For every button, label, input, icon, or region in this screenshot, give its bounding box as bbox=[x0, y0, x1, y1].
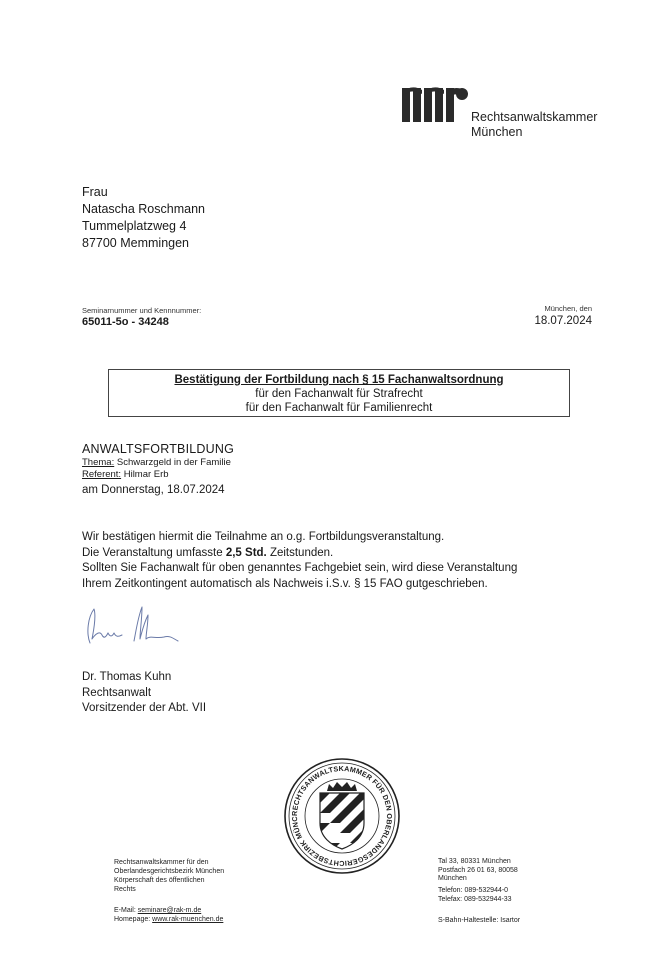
fax-value: 089-532944-33 bbox=[464, 895, 512, 903]
recipient-address bbox=[82, 184, 205, 252]
body-line-3: Sollten Sie Fachanwalt für oben genanntes Fachgebiet sein, wird diese Veranstaltung bbox=[82, 562, 518, 574]
body-line-2-post: Zeitstunden. bbox=[266, 546, 334, 559]
body-line-2 bbox=[82, 546, 517, 562]
date-value: 18.07.2024 bbox=[534, 315, 592, 327]
confirmation-box bbox=[108, 369, 570, 417]
event-info bbox=[82, 442, 234, 498]
footer-address-line-1: Tal 33, 80331 München bbox=[438, 858, 511, 865]
duration-value: 2,5 Std. bbox=[225, 546, 267, 559]
signer-position: Vorsitzender der Abt. VII bbox=[82, 702, 207, 714]
recipient-name: Natascha Roschmann bbox=[82, 202, 205, 216]
event-topic-row bbox=[82, 457, 234, 469]
email-link[interactable]: seminare@rak-m.de bbox=[137, 907, 202, 914]
email-label: E-Mail: bbox=[114, 907, 136, 914]
event-speaker-row bbox=[82, 469, 234, 481]
official-seal bbox=[283, 757, 401, 880]
body-line-2-pre: Die Veranstaltung umfasste bbox=[82, 546, 226, 559]
org-line-2: München bbox=[471, 125, 523, 139]
footer-address-line-3: München bbox=[438, 875, 467, 882]
homepage-label: Homepage: bbox=[114, 916, 151, 923]
confirmation-title: Bestätigung der Fortbildung nach § 15 Fachanwaltsordnung bbox=[174, 374, 504, 386]
body-text bbox=[82, 530, 517, 592]
confirmation-line-2: für den Fachanwalt für Familienrecht bbox=[245, 402, 433, 414]
event-title: ANWALTSFORTBILDUNG bbox=[82, 442, 234, 456]
phone-value: 089-532944-0 bbox=[464, 887, 509, 894]
rak-logo bbox=[402, 84, 468, 127]
footer-address-line-2: Postfach 26 01 63, 80058 bbox=[438, 866, 518, 874]
ref-label: Seminarnummer und Kennnummer: bbox=[82, 306, 202, 315]
signer-name: Dr. Thomas Kuhn bbox=[82, 671, 172, 683]
fax-label: Telefax: bbox=[438, 895, 463, 903]
homepage-link[interactable]: www.rak-muenchen.de bbox=[152, 916, 224, 923]
footer-org-info bbox=[114, 858, 224, 894]
footer-phone-row bbox=[438, 887, 512, 896]
topic-value: Schwarzgeld in der Familie bbox=[116, 457, 231, 468]
org-line-1: Rechtsanwaltskammer bbox=[471, 110, 598, 124]
event-date: am Donnerstag, 18.07.2024 bbox=[82, 484, 225, 496]
speaker-value: Hilmar Erb bbox=[123, 469, 169, 480]
phone-label: Telefon: bbox=[438, 887, 463, 894]
ref-value: 65011-5o - 34248 bbox=[82, 316, 169, 328]
body-line-4: Ihrem Zeitkontingent automatisch als Nachweis i.S.v. § 15 FAO gutgeschrieben. bbox=[82, 577, 488, 590]
footer-org-line-2: Oberlandesgerichtsbezirk München bbox=[114, 868, 225, 875]
speaker-label: Referent: bbox=[82, 469, 122, 480]
footer-org-line-1: Rechtsanwaltskammer für den bbox=[114, 859, 209, 866]
footer-phone-fax bbox=[438, 887, 512, 904]
footer-address bbox=[438, 858, 518, 884]
recipient-street: Tummelplatzweg 4 bbox=[82, 219, 187, 233]
date-label: München, den bbox=[544, 304, 592, 313]
footer-fax-row bbox=[438, 896, 512, 905]
signer-block bbox=[82, 670, 206, 717]
footer-org-line-4: Rechts bbox=[114, 886, 136, 893]
confirmation-line-1: für den Fachanwalt für Strafrecht bbox=[255, 388, 423, 400]
footer-homepage-row bbox=[114, 915, 223, 924]
recipient-city: 87700 Memmingen bbox=[82, 236, 190, 250]
footer-email-row bbox=[114, 906, 223, 915]
topic-label: Thema: bbox=[82, 457, 115, 468]
recipient-salutation: Frau bbox=[82, 185, 108, 199]
handwritten-signature bbox=[82, 603, 192, 658]
signer-role: Rechtsanwalt bbox=[82, 686, 152, 699]
footer-sbahn: S-Bahn-Haltestelle: Isartor bbox=[438, 917, 521, 924]
footer-contact bbox=[114, 906, 223, 924]
footer-org-line-3: Körperschaft des öffentlichen bbox=[114, 877, 205, 884]
org-name bbox=[471, 110, 597, 140]
seal-text: RECHTSANWALTSKAMMER FÜR DEN OBERLANDESGERICHTSBEZIRK MÜNC bbox=[289, 763, 395, 869]
body-line-1: Wir bestätigen hiermit die Teilnahme an o.g. Fortbildungsveranstaltung. bbox=[82, 531, 445, 543]
